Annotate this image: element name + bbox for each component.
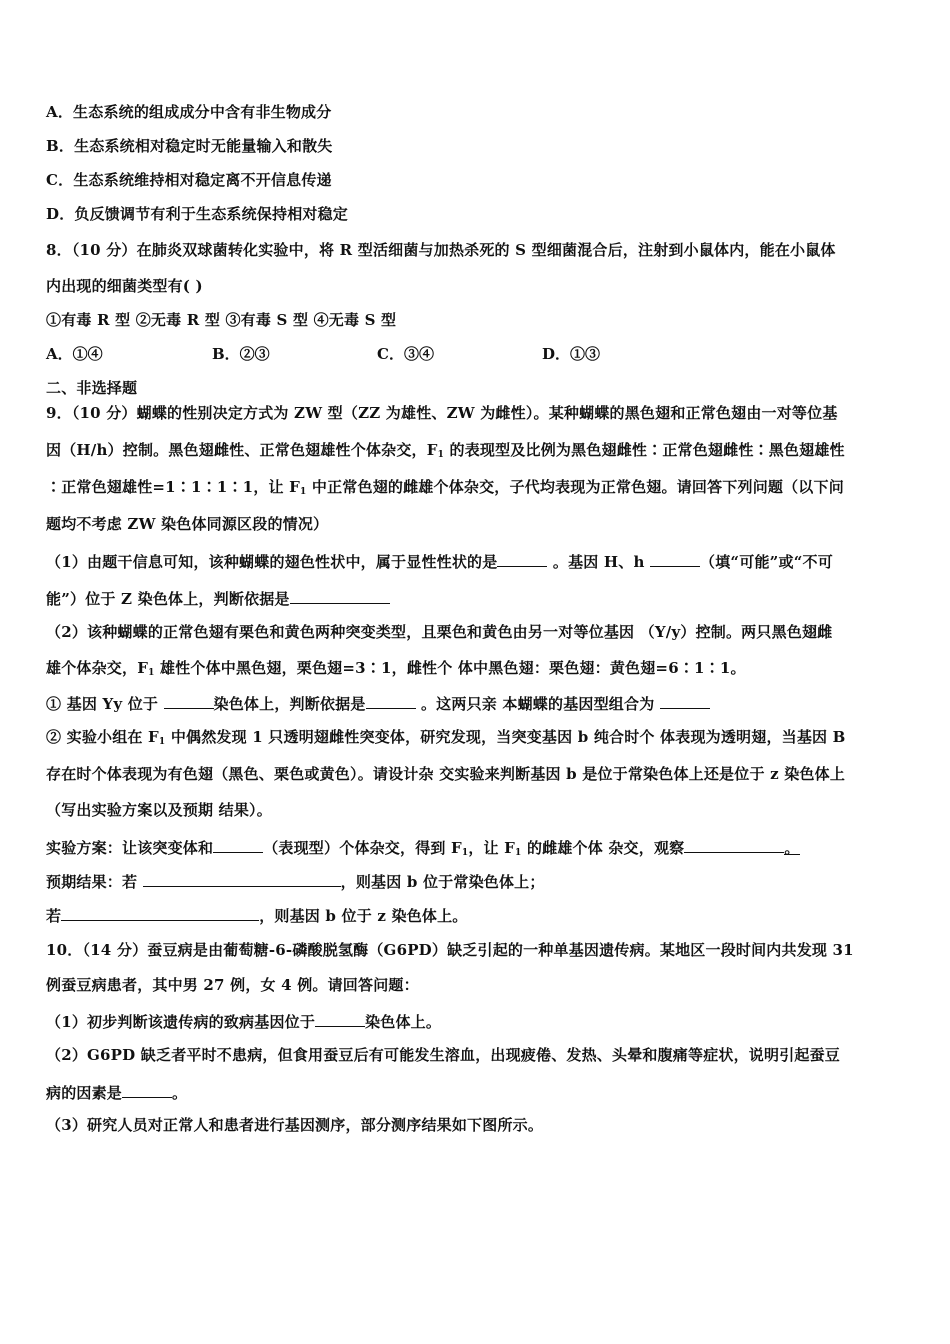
q9-sub2-line2: 存在时个体表现为有色翅（黑色、栗色或黄色）。请设计杂 交实验来判断基因 b 是位于常染色体上还是位于 z 染色体上 <box>46 765 846 783</box>
q8-stem-line1: 8．（10 分）在肺炎双球菌转化实验中，将 R 型活细菌与加热杀死的 S 型细菌混合后，注射到小鼠体内，能在小鼠体 <box>46 241 836 259</box>
q10-stem-line2: 例蚕豆病患者，其中男 27 例，女 4 例。请回答问题： <box>46 976 419 994</box>
q8-items: ①有毒 R 型 ②无毒 R 型 ③有毒 S 型 ④无毒 S 型 <box>46 311 397 329</box>
q8-option-d: D．①③ <box>542 345 601 363</box>
q10-part2-line1: （2）G6PD 缺乏者平时不患病，但食用蚕豆后有可能发生溶血，出现疲倦、发热、头晕和腹痛等症状，说明引起蚕豆 <box>46 1046 840 1064</box>
answer-blank[interactable] <box>61 904 259 921</box>
answer-blank[interactable] <box>213 836 263 853</box>
answer-blank[interactable] <box>660 692 710 709</box>
q7-option-d: D．负反馈调节有利于生态系统保持相对稳定 <box>46 205 349 223</box>
q9-part1-line2: 能”）位于 Z 染色体上，判断依据是 <box>46 587 910 609</box>
q9-sub2-line1: ② 实验小组在 $F_1$ 中偶然发现 1 只透明翅雌性突变体，研究发现，当突变基因 b 纯合时个 体表现为透明翅，当基因 B <box>46 728 846 747</box>
answer-blank[interactable] <box>366 692 416 709</box>
q9-part2-line2: 雄个体杂交，$F_1$ 雄性个体中黑色翅，栗色翅=3∶1，雌性个 体中黑色翅：栗色翅：黄色翅=6∶1∶1。 <box>46 659 746 678</box>
q8-option-c: C．③④ <box>377 345 434 363</box>
q8-option-b: B．②③ <box>212 345 270 363</box>
q10-part2-line2: 病的因素是 。 <box>46 1081 910 1103</box>
q9-sub2-line3: （写出实验方案以及预期 结果）。 <box>46 801 272 819</box>
q7-option-a: A．生态系统的组成成分中含有非生物成分 <box>46 103 332 121</box>
q9-result-1: 预期结果：若 ，则基因 b 位于常染色体上； <box>46 870 910 892</box>
q10-part1: （1）初步判断该遗传病的致病基因位于 染色体上。 <box>46 1010 910 1032</box>
answer-blank[interactable] <box>143 870 341 887</box>
q8-option-a: A．①④ <box>46 345 103 363</box>
q9-stem-line1: 9．（10 分）蝴蝶的性别决定方式为 ZW 型（ZZ 为雄性、ZW 为雌性）。某种蝴蝶的黑色翅和正常色翅由一对等位基 <box>46 404 838 422</box>
q10-stem-line1: 10．（14 分）蚕豆病是由葡萄糖-6-磷酸脱氢酶（G6PD）缺乏引起的一种单基因遗传病。某地区一段时间内共发现 31 <box>46 941 854 959</box>
answer-blank[interactable] <box>164 692 214 709</box>
answer-blank[interactable] <box>315 1010 365 1027</box>
q9-sub1: ① 基因 Yy 位于 染色体上，判断依据是 。这两只亲 本蝴蝶的基因型组合为 <box>46 692 910 714</box>
q7-option-b: B．生态系统相对稳定时无能量输入和散失 <box>46 137 333 155</box>
q8-stem-line2: 内出现的细菌类型有( ) <box>46 277 203 295</box>
answer-blank[interactable] <box>122 1081 172 1098</box>
q10-part3: （3）研究人员对正常人和患者进行基因测序，部分测序结果如下图所示。 <box>46 1116 544 1134</box>
q9-part1-line1: （1）由题干信息可知，该种蝴蝶的翅色性状中，属于显性性状的是 。基因 H、h （填“可能”或“不可 <box>46 550 910 572</box>
answer-blank[interactable] <box>290 587 390 604</box>
q9-stem-line2: 因（H/h）控制。黑色翅雌性、正常色翅雄性个体杂交，$F_1$ 的表现型及比例为黑色翅雌性∶正常色翅雌性∶黑色翅雄性 <box>46 441 845 460</box>
q9-result-2: 若 ，则基因 b 位于 z 染色体上。 <box>46 904 910 926</box>
q7-option-c: C．生态系统维持相对稳定离不开信息传递 <box>46 171 332 189</box>
section-title: 二、非选择题 <box>46 379 138 397</box>
answer-blank[interactable] <box>497 550 547 567</box>
q9-part2-line1: （2）该种蝴蝶的正常色翅有栗色和黄色两种突变类型，且栗色和黄色由另一对等位基因 （Y/y）控制。两只黑色翅雌 <box>46 623 833 641</box>
q9-stem-line3: ∶正常色翅雄性=1∶1∶1∶1，让 $F_1$ 中正常色翅的雌雄个体杂交，子代均表现为正常色翅。请回答下列问题（以下问 <box>46 478 844 497</box>
q9-plan: 实验方案：让该突变体和 （表现型）个体杂交，得到 $F_1$，让 $F_1$ 的雌雄个体 杂交，观察 。 <box>46 836 910 863</box>
q9-stem-line4: 题均不考虑 ZW 染色体同源区段的情况） <box>46 515 329 533</box>
answer-blank[interactable] <box>650 550 700 567</box>
answer-blank-end: 。 <box>784 839 800 857</box>
answer-blank[interactable] <box>684 836 784 853</box>
